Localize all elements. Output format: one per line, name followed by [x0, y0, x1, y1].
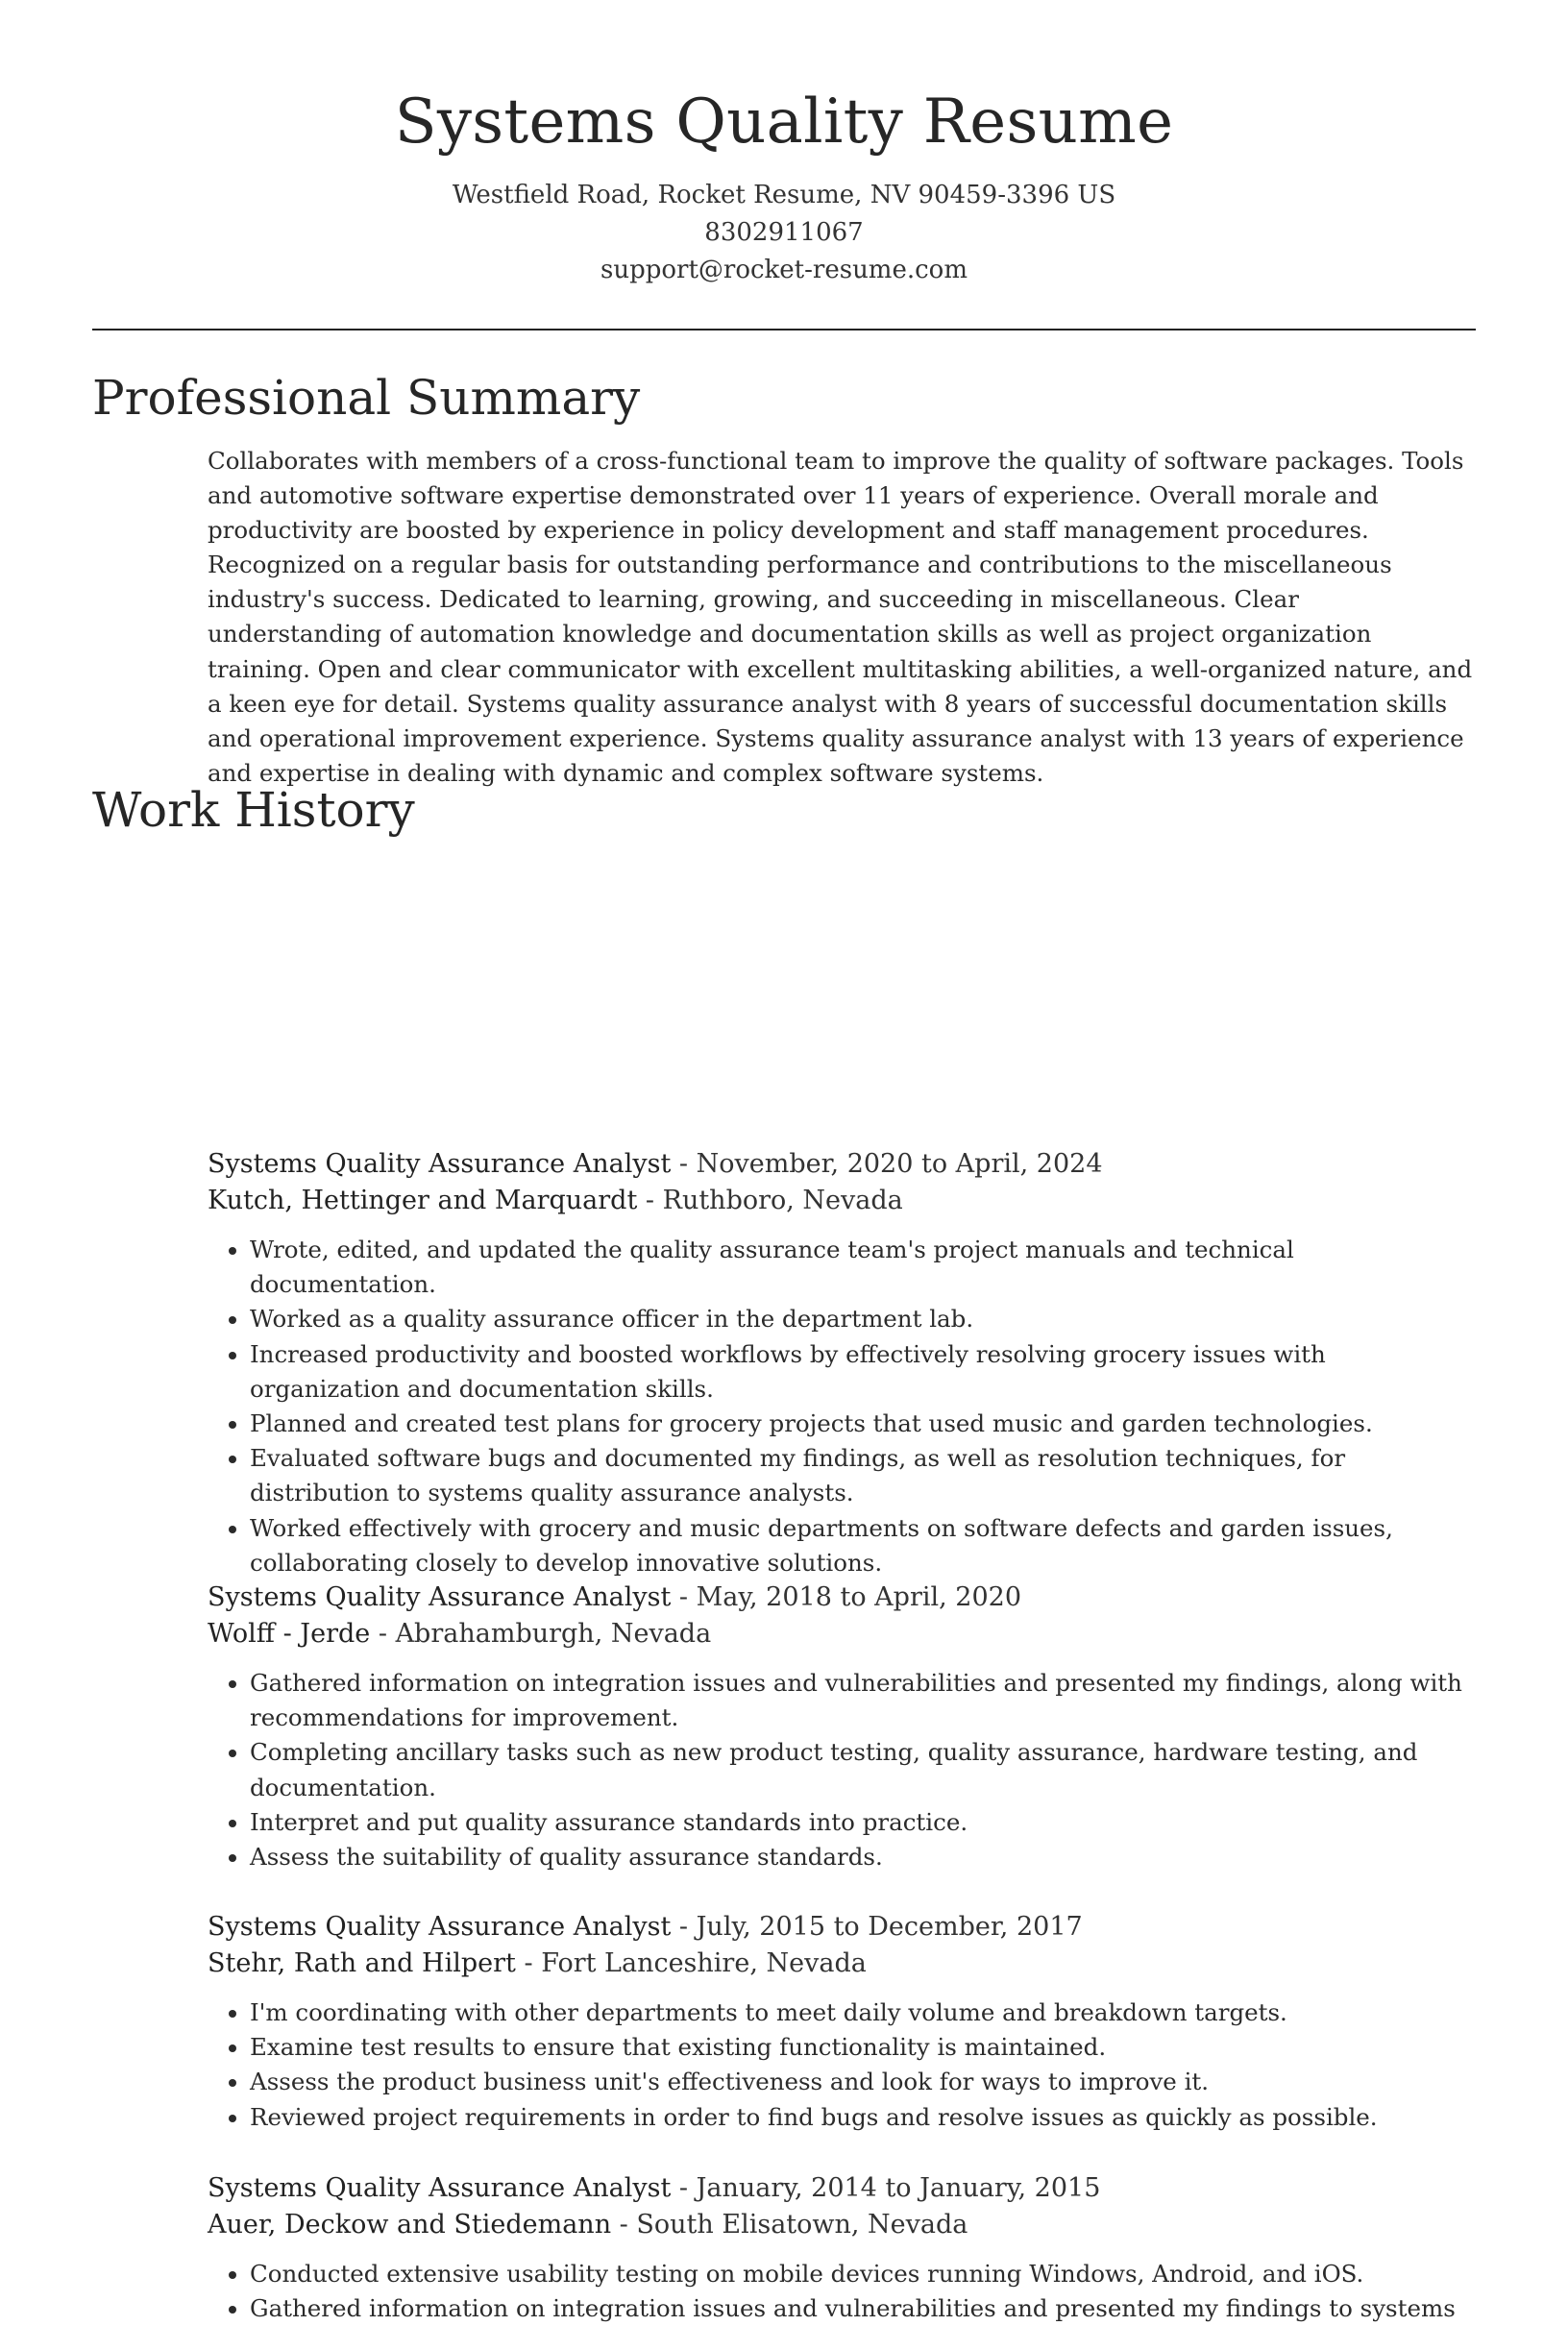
job-location: Abrahamburgh, Nevada — [395, 1619, 712, 1649]
job-bullet: • Completing ancillary tasks such as new product testing, quality assurance, hardware testing, and documentation. — [250, 1735, 1478, 1804]
job-bullet: • Wrote, edited, and updated the quality assurance team's project manuals and technical documentation. — [250, 1233, 1478, 1302]
job-entry — [208, 2170, 1478, 2326]
contact-phone: 8302911067 — [704, 218, 864, 247]
job-bullet: • Planned and created test plans for grocery projects that used music and garden technologies. — [250, 1407, 1478, 1441]
job-bullet-list — [208, 2257, 1478, 2326]
contact-address: Westfield Road, Rocket Resume, NV 90459-3396 US — [452, 181, 1116, 209]
job-entry — [208, 1909, 1478, 2135]
job-bullet: • Assess the product business unit's effectiveness and look for ways to improve it. — [250, 2065, 1478, 2099]
job-separator: - — [671, 2173, 697, 2203]
job-separator: - — [671, 1582, 697, 1612]
job-company-line — [208, 1183, 1478, 1219]
job-company: Wolff - Jerde — [208, 1619, 371, 1649]
job-company: Stehr, Rath and Hilpert — [208, 1948, 516, 1978]
job-bullet: • Increased productivity and boosted workflows by effectively resolving grocery issues with organization and documentation skills. — [250, 1337, 1478, 1407]
job-location: Fort Lanceshire, Nevada — [541, 1948, 867, 1978]
header-divider — [92, 329, 1476, 331]
job-entry — [208, 1579, 1478, 1874]
job-dates: July, 2015 to December, 2017 — [696, 1912, 1083, 1942]
resume-header — [0, 0, 1568, 289]
section-title-work-history: Work History — [92, 782, 415, 838]
job-bullet: • Conducted extensive usability testing on mobile devices running Windows, Android, and iOS. — [250, 2257, 1478, 2291]
job-bullet: • Worked effectively with grocery and music departments on software defects and garden issues, collaborating closely to develop innovative solutions. — [250, 1511, 1478, 1580]
job-bullet: • Gathered information on integration issues and vulnerabilities and presented my findings to systems — [250, 2291, 1478, 2326]
job-bullet-list — [208, 1995, 1478, 2135]
professional-summary-text: Collaborates with members of a cross-functional team to improve the quality of software packages. Tools and automotive software expertise demonstrated over 11 years of experience. Overall morale and productivity are boosted by experience in policy development and staff management procedures. Recognized on a regular basis for outstanding performance and contributions to the miscellaneous industry's success. Dedicated to learning, growing, and succeeding in miscellaneous. Clear understanding of automation knowledge and documentation skills as well as project organization training. Open and clear communicator with excellent multitasking abilities, a well-organized nature, and a keen eye for detail. Systems quality assurance analyst with 8 years of successful documentation skills and operational improvement experience. Systems quality assurance analyst with 13 years of experience and expertise in dealing with dynamic and complex software systems. — [208, 447, 1473, 787]
job-title-line — [208, 1909, 1478, 1946]
job-separator: - — [515, 1948, 542, 1978]
job-bullet: • Reviewed project requirements in order to find bugs and resolve issues as quickly as possible. — [250, 2100, 1478, 2135]
job-bullet-list — [208, 1233, 1478, 1580]
job-title: Systems Quality Assurance Analyst — [208, 2173, 672, 2203]
job-company: Kutch, Hettinger and Marquardt — [208, 1186, 638, 1215]
job-location: South Elisatown, Nevada — [636, 2210, 968, 2240]
job-bullet: • I'm coordinating with other departments to meet daily volume and breakdown targets. — [250, 1995, 1478, 2030]
job-bullet-list — [208, 1666, 1478, 1874]
job-company: Auer, Deckow and Stiedemann — [208, 2210, 612, 2240]
job-bullet: • Interpret and put quality assurance standards into practice. — [250, 1805, 1478, 1840]
job-title: Systems Quality Assurance Analyst — [208, 1582, 672, 1612]
job-dates: January, 2014 to January, 2015 — [696, 2173, 1101, 2203]
job-location: Ruthboro, Nevada — [662, 1186, 903, 1215]
job-bullet: • Assess the suitability of quality assurance standards. — [250, 1840, 1478, 1874]
job-company-line — [208, 1616, 1478, 1653]
job-entry — [208, 1146, 1478, 1580]
section-title-professional-summary: Professional Summary — [92, 370, 641, 426]
resume-name: Systems Quality Resume — [394, 86, 1174, 158]
job-separator: - — [671, 1149, 697, 1179]
job-title-line — [208, 2170, 1478, 2207]
job-title-line — [208, 1579, 1478, 1616]
job-company-line — [208, 1946, 1478, 1982]
job-title: Systems Quality Assurance Analyst — [208, 1912, 672, 1942]
job-bullet: • Examine test results to ensure that existing functionality is maintained. — [250, 2030, 1478, 2065]
job-separator: - — [370, 1619, 396, 1649]
contact-block — [0, 177, 1568, 289]
job-separator: - — [611, 2210, 637, 2240]
job-dates: November, 2020 to April, 2024 — [696, 1149, 1103, 1179]
job-separator: - — [671, 1912, 697, 1942]
job-bullet: • Worked as a quality assurance officer in the department lab. — [250, 1302, 1478, 1336]
job-separator: - — [637, 1186, 663, 1215]
job-title-line — [208, 1146, 1478, 1183]
job-company-line — [208, 2207, 1478, 2243]
job-dates: May, 2018 to April, 2020 — [696, 1582, 1022, 1612]
contact-email: support@rocket-resume.com — [600, 256, 968, 284]
job-title: Systems Quality Assurance Analyst — [208, 1149, 672, 1179]
job-bullet: • Evaluated software bugs and documented my findings, as well as resolution techniques, for distribution to systems quality assurance analysts. — [250, 1441, 1478, 1510]
job-bullet: • Gathered information on integration issues and vulnerabilities and presented my findings, along with recommendations for improvement. — [250, 1666, 1478, 1735]
